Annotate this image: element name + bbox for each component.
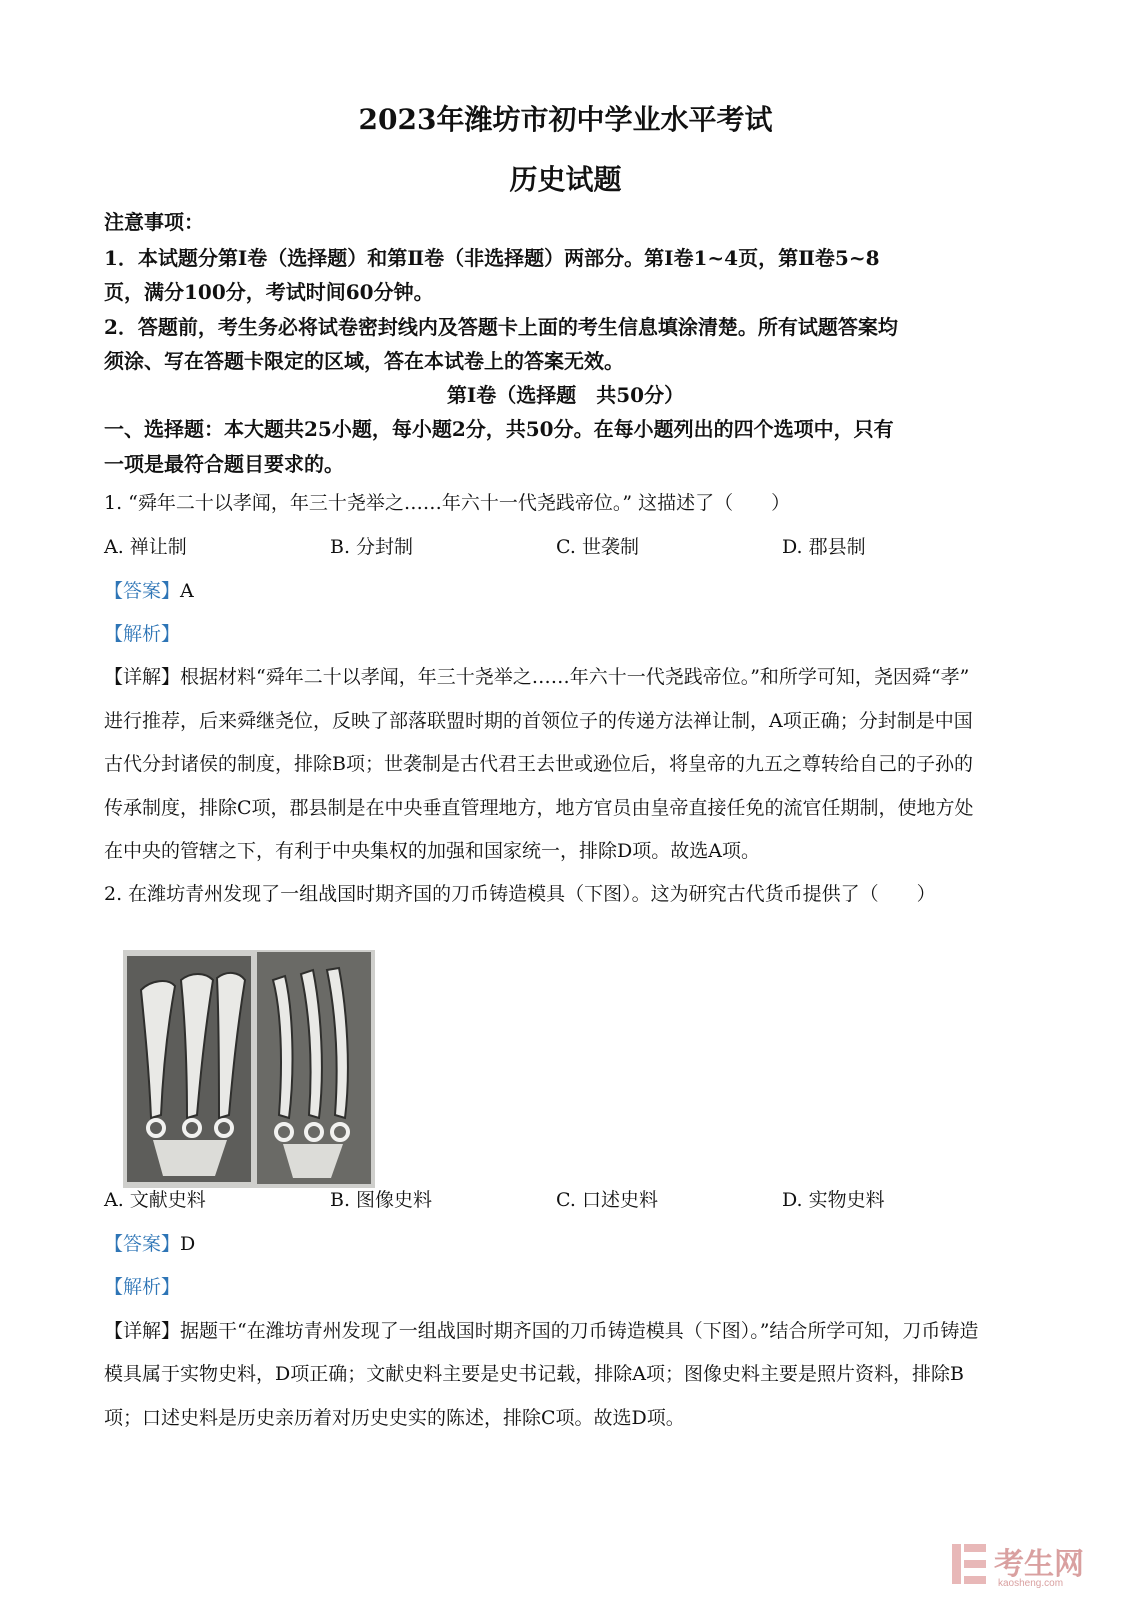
question-2-option-b: B. 图像史料 — [330, 1189, 433, 1211]
section-instruction-line-1: 一、选择题：本大题共25小题，每小题2分，共50分。在每小题列出的四个选项中，只有 — [104, 417, 894, 441]
question-2-option-d: D. 实物史料 — [782, 1189, 885, 1211]
question-2-stem: 2. 在潍坊青州发现了一组战国时期齐国的刀币铸造模具（下图）。这为研究古代货币提供了（ ） — [104, 883, 936, 905]
question-2-answer — [104, 1229, 1034, 1256]
question-1-detail-line-4: 传承制度，排除C项，郡县制是在中央垂直管理地方，地方官员由皇帝直接任免的流官任期制，使地方处 — [104, 797, 974, 819]
answer-label: 【答案】 — [104, 1233, 181, 1255]
question-2-detail-line-1: 【详解】据题干“在潍坊青州发现了一组战国时期齐国的刀币铸造模具（下图）。”结合所学可知，刀币铸造 — [104, 1320, 979, 1342]
question-1-stem: 1. “舜年二十以孝闻，年三十尧举之……年六十一代尧践帝位。” 这描述了（ ） — [104, 492, 791, 514]
watermark-logo — [950, 1540, 1125, 1588]
question-2-option-a: A. 文献史料 — [104, 1189, 206, 1211]
section-instruction-line-2: 一项是最符合题目要求的。 — [104, 452, 344, 476]
page-subtitle: 历史试题 — [509, 163, 622, 196]
question-2-option-c: C. 口述史料 — [556, 1189, 658, 1211]
question-1-analysis-label: 【解析】 — [104, 623, 181, 645]
question-1-detail-line-1: 【详解】根据材料“舜年二十以孝闻，年三十尧举之……年六十一代尧践帝位。”和所学可知，尧因舜“孝” — [104, 666, 970, 688]
notice-item-2-line-1: 2．答题前，考生务必将试卷密封线内及答题卡上面的考生信息填涂清楚。所有试题答案均 — [104, 315, 898, 339]
question-1-detail-line-3: 古代分封诸侯的制度，排除B项；世袭制是古代君王去世或逊位后，将皇帝的九五之尊转给自己的子孙的 — [104, 753, 973, 775]
question-1-option-b: B. 分封制 — [330, 536, 414, 558]
watermark-text: 考生网 — [994, 1548, 1084, 1581]
question-1-option-d: D. 郡县制 — [782, 536, 866, 558]
knife-coin-mold-photo — [123, 950, 375, 1188]
question-2-analysis-label: 【解析】 — [104, 1276, 181, 1298]
question-1-option-c: C. 世袭制 — [556, 536, 639, 558]
watermark-url: kaosheng.com — [998, 1578, 1064, 1588]
question-1-detail-line-2: 进行推荐，后来舜继尧位，反映了部落联盟时期的首领位子的传递方法禅让制，A项正确；分封制是中国 — [104, 710, 973, 732]
notice-heading: 注意事项： — [104, 210, 204, 234]
answer-value: D — [180, 1233, 196, 1255]
question-1-detail-line-5: 在中央的管辖之下，有利于中央集权的加强和国家统一，排除D项。故选A项。 — [104, 840, 760, 862]
question-1-option-a: A. 禅让制 — [104, 536, 187, 558]
answer-label: 【答案】 — [104, 580, 181, 602]
question-2-detail-line-3: 项；口述史料是历史亲历着对历史史实的陈述，排除C项。故选D项。 — [104, 1407, 685, 1429]
question-2-detail-line-2: 模具属于实物史料，D项正确；文献史料主要是史书记载，排除A项；图像史料主要是照片资料，排除B — [104, 1363, 964, 1385]
page-title: 2023年潍坊市初中学业水平考试 — [358, 103, 773, 136]
notice-item-2-line-2: 须涂、写在答题卡限定的区域，答在本试卷上的答案无效。 — [104, 349, 624, 373]
answer-value: A — [180, 580, 194, 602]
section-title: 第Ⅰ卷（选择题 共50分） — [446, 383, 685, 407]
notice-item-1-line-2: 页，满分100分，考试时间60分钟。 — [104, 280, 434, 304]
question-1-answer — [104, 576, 1034, 603]
notice-item-1-line-1: 1．本试题分第Ⅰ卷（选择题）和第Ⅱ卷（非选择题）两部分。第Ⅰ卷1~4页，第Ⅱ卷5~8 — [104, 246, 880, 270]
